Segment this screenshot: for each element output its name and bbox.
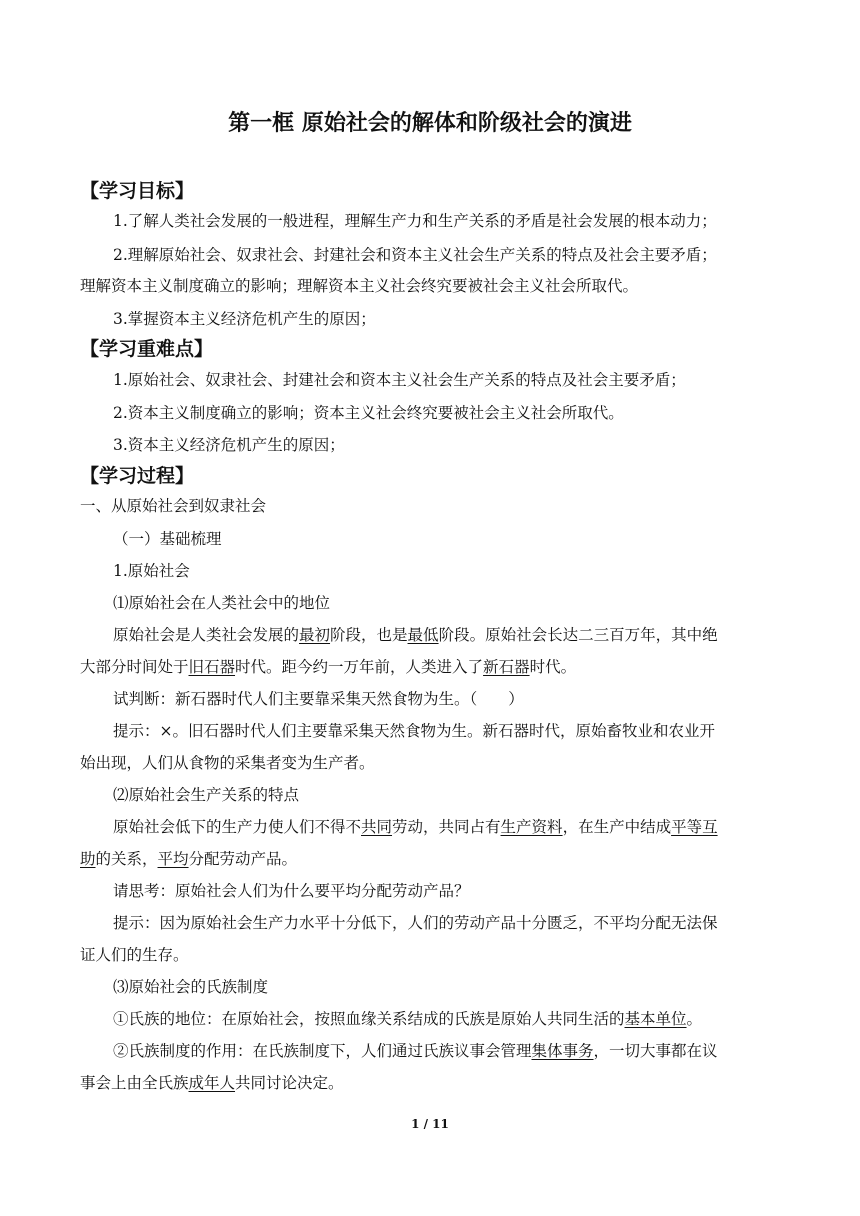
blank-answer: 助 [80, 850, 96, 868]
hint-line: 提示：×。旧石器时代人们主要靠采集天然食物为生。新石器时代，原始畜牧业和农业开 [113, 722, 715, 740]
blank-answer: 新石器 [483, 658, 530, 676]
blank-answer: 平等互 [671, 818, 718, 836]
subsection-title: ⑴原始社会在人类社会中的地位 [113, 594, 331, 612]
key-points-heading: 【学习重难点】 [80, 338, 214, 360]
paragraph-line: 大部分时间处于旧石器时代。距今约一万年前，人类进入了新石器时代。 [80, 658, 577, 676]
goal-item: 1.了解人类社会发展的一般进程，理解生产力和生产关系的矛盾是社会发展的根本动力； [113, 212, 717, 230]
hint-line: 证人们的生存。 [80, 946, 189, 964]
goal-item: 2.理解原始社会、奴隶社会、封建社会和资本主义社会生产关系的特点及社会主要矛盾； [113, 246, 717, 264]
blank-answer: 平均 [157, 850, 189, 868]
paragraph-line: 助的关系，平均分配劳动产品。 [80, 850, 298, 868]
key-item: 1.原始社会、奴隶社会、封建社会和资本主义社会生产关系的特点及社会主要矛盾； [113, 371, 686, 389]
subsection-title: ⑶原始社会的氏族制度 [113, 978, 269, 996]
subsection-title: 1.原始社会 [113, 562, 190, 580]
key-item: 3.资本主义经济危机产生的原因； [113, 436, 345, 454]
process-heading: 【学习过程】 [80, 465, 195, 487]
hint-line: 提示：因为原始社会生产力水平十分低下，人们的劳动产品十分匮乏，不平均分配无法保 [113, 914, 718, 932]
paragraph-line: ②氏族制度的作用：在氏族制度下，人们通过氏族议事会管理集体事务，一切大事都在议 [113, 1042, 718, 1060]
hint-line: 始出现，人们从食物的采集者变为生产者。 [80, 754, 375, 772]
blank-answer: 最初 [299, 626, 331, 644]
paragraph-line: 原始社会是人类社会发展的最初阶段，也是最低阶段。原始社会长达二三百万年，其中绝 [113, 626, 718, 644]
goal-item: 3.掌握资本主义经济危机产生的原因； [113, 310, 376, 328]
subsection-title: （一）基础梳理 [113, 530, 222, 548]
judge-question: 试判断：新石器时代人们主要靠采集天然食物为生。（ ） [113, 690, 524, 708]
paragraph-line: 事会上由全氏族成年人共同讨论决定。 [80, 1074, 344, 1092]
paragraph-line: ①氏族的地位：在原始社会，按照血缘关系结成的氏族是原始人共同生活的基本单位。 [113, 1010, 703, 1028]
blank-answer: 基本单位 [624, 1010, 687, 1028]
blank-answer: 共同 [361, 818, 393, 836]
page-title: 第一框 原始社会的解体和阶级社会的演进 [228, 111, 632, 136]
subsection-title: ⑵原始社会生产关系的特点 [113, 786, 300, 804]
page-number: 1 / 11 [411, 1117, 449, 1131]
blank-answer: 成年人 [188, 1074, 236, 1092]
blank-answer: 旧石器 [188, 658, 236, 676]
think-question: 请思考：原始社会人们为什么要平均分配劳动产品？ [113, 882, 470, 900]
blank-answer: 集体事务 [531, 1042, 594, 1060]
key-item: 2.资本主义制度确立的影响；资本主义社会终究要被社会主义社会所取代。 [113, 404, 624, 422]
blank-answer: 最低 [407, 626, 439, 644]
goal-item: 理解资本主义制度确立的影响；理解资本主义社会终究要被社会主义社会所取代。 [80, 277, 639, 295]
paragraph-line: 原始社会低下的生产力使人们不得不共同劳动，共同占有生产资料，在生产中结成平等互 [113, 818, 718, 836]
learning-goals-heading: 【学习目标】 [80, 180, 195, 202]
blank-answer: 生产资料 [500, 818, 563, 836]
section-title: 一、从原始社会到奴隶社会 [80, 497, 267, 515]
